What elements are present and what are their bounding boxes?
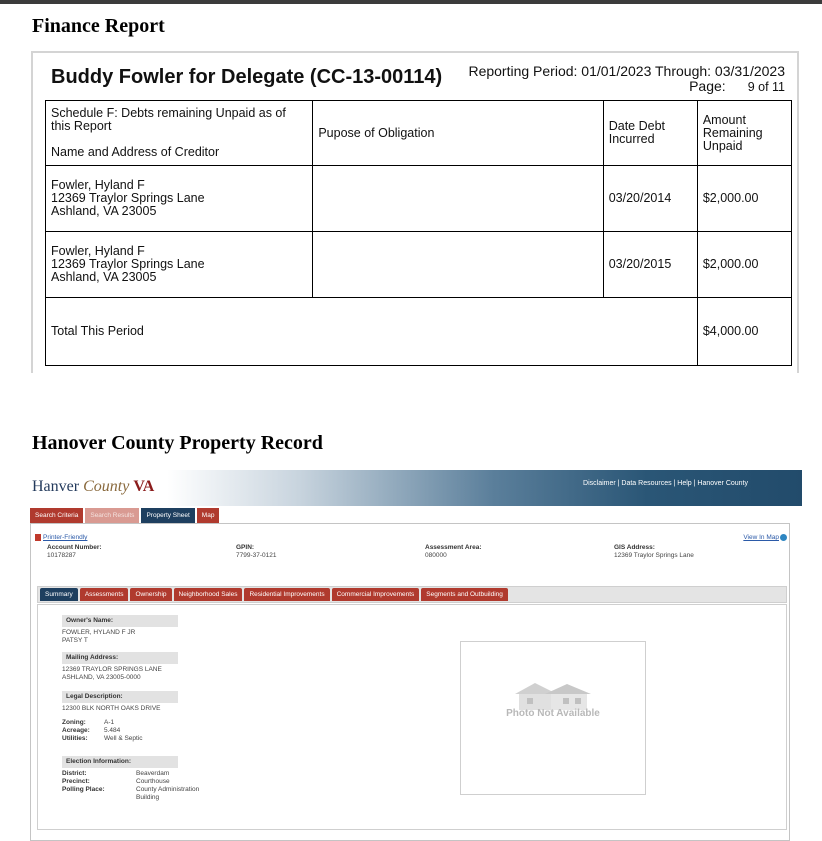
utilities-value: Well & Septic: [104, 735, 143, 742]
photo-not-available: Photo Not Available: [506, 708, 600, 719]
creditor-name: Fowler, Hyland F: [51, 244, 145, 258]
tab-search-criteria[interactable]: Search Criteria: [30, 508, 83, 523]
polling-label: Polling Place:: [62, 786, 105, 793]
tab-summary[interactable]: Summary: [40, 588, 78, 601]
finance-report-panel: [31, 51, 799, 373]
header-schedule: Schedule F: Debts remaining Unpaid as of this Report: [51, 106, 286, 133]
hanover-logo[interactable]: [32, 478, 154, 496]
logo-county: County: [83, 478, 134, 495]
mailing-line-1: 12369 TRAYLOR SPRINGS LANE: [62, 666, 162, 673]
account-label: Account Number:: [47, 544, 102, 551]
purpose-cell: [313, 232, 603, 298]
gpin-label: GPIN:: [236, 544, 255, 551]
creditor-street: 12369 Traylor Springs Lane: [51, 191, 205, 205]
mailing-block: [62, 652, 178, 682]
creditor-street: 12369 Traylor Springs Lane: [51, 257, 205, 271]
mailing-heading: Mailing Address:: [62, 652, 178, 664]
site-header: [28, 470, 802, 506]
header-purpose: Pupose of Obligation: [313, 101, 603, 166]
legal-block: [62, 691, 178, 713]
property-photo: [460, 641, 646, 795]
tab-segments-outbuilding[interactable]: Segments and Outbuilding: [421, 588, 508, 601]
tab-search-results[interactable]: Search Results: [85, 508, 139, 523]
logo-ver: ver: [58, 478, 84, 495]
header-links[interactable]: Disclaimer | Data Resources | Help | Hanover County: [583, 480, 748, 487]
reporting-period: [468, 64, 785, 95]
main-tabs: [30, 508, 219, 523]
gpin-value: 7799-37-0121: [236, 552, 277, 559]
property-content: [30, 523, 790, 841]
district-value: Beaverdam: [136, 770, 170, 777]
tab-residential-improvements[interactable]: Residential Improvements: [244, 588, 329, 601]
creditor-city: Ashland, VA 23005: [51, 204, 157, 218]
amount-cell: $2,000.00: [697, 232, 791, 298]
amount-cell: $2,000.00: [697, 166, 791, 232]
header-creditor: [46, 101, 313, 166]
date-cell: 03/20/2015: [603, 232, 697, 298]
page-label: Page:: [689, 78, 726, 94]
gis-address-value: 12369 Traylor Springs Lane: [614, 552, 694, 559]
owner-heading: Owner's Name:: [62, 615, 178, 627]
district-row: [62, 770, 199, 778]
total-row: [46, 298, 792, 366]
account-field: [47, 544, 102, 560]
total-amount: $4,000.00: [697, 298, 791, 366]
detail-tabs: [37, 586, 787, 603]
zoning-block: [62, 719, 143, 743]
acreage-row: [62, 727, 143, 735]
hanover-section-title: Hanover County Property Record: [32, 432, 323, 454]
precinct-label: Precinct:: [62, 778, 90, 785]
tab-property-sheet[interactable]: Property Sheet: [141, 508, 194, 523]
logo-han: Han: [32, 478, 59, 495]
pdf-icon: [35, 534, 41, 541]
polling-value-2: Building: [136, 794, 160, 801]
debts-table: [45, 100, 792, 366]
zoning-label: Zoning:: [62, 719, 86, 726]
utilities-label: Utilities:: [62, 735, 88, 742]
header-date: Date Debt Incurred: [603, 101, 697, 166]
total-label: Total This Period: [46, 298, 698, 366]
creditor-city: Ashland, VA 23005: [51, 270, 157, 284]
summary-panel: [37, 604, 787, 830]
printer-friendly-label: Printer-Friendly: [43, 534, 88, 542]
tab-assessments[interactable]: Assessments: [80, 588, 129, 601]
top-bar: [0, 0, 822, 4]
legal-value: 12300 BLK NORTH OAKS DRIVE: [62, 705, 161, 712]
polling-row: [62, 786, 199, 802]
zoning-value: A-1: [104, 719, 115, 726]
district-label: District:: [62, 770, 87, 777]
account-value: 10178287: [47, 552, 76, 559]
page-value: 9 of 11: [747, 80, 785, 94]
reporting-period-text: Reporting Period: 01/01/2023 Through: 03/31/2023: [468, 63, 785, 79]
legal-heading: Legal Description:: [62, 691, 178, 703]
view-in-map-label: View In Map: [743, 534, 779, 542]
acreage-value: 5.484: [104, 727, 121, 734]
election-block: [62, 756, 199, 802]
gis-address-label: GIS Address:: [614, 544, 655, 551]
header-creditor-label: Name and Address of Creditor: [51, 145, 220, 159]
assessment-area-field: [425, 544, 481, 560]
gpin-field: [236, 544, 276, 560]
view-in-map-link[interactable]: [743, 534, 787, 541]
creditor-name: Fowler, Hyland F: [51, 178, 145, 192]
gis-address-field: [614, 544, 694, 560]
owner-block: [62, 615, 178, 645]
purpose-cell: [313, 166, 603, 232]
assessment-area-value: 080000: [425, 552, 447, 559]
candidate-name: Buddy Fowler for Delegate (CC-13-00114): [51, 66, 443, 88]
polling-value-1: County Administration: [136, 786, 200, 793]
assessment-area-label: Assessment Area:: [425, 544, 482, 551]
logo-va: VA: [133, 478, 155, 495]
finance-section-title: Finance Report: [32, 15, 165, 37]
tab-neighborhood-sales[interactable]: Neighborhood Sales: [174, 588, 243, 601]
precinct-row: [62, 778, 199, 786]
creditor-cell: [46, 166, 313, 232]
creditor-cell: [46, 232, 313, 298]
table-header-row: [46, 101, 792, 166]
zoning-row: [62, 719, 143, 727]
owner-line-1: FOWLER, HYLAND F JR: [62, 629, 136, 636]
table-row: [46, 166, 792, 232]
hanover-screenshot: [28, 470, 802, 841]
mailing-line-2: ASHLAND, VA 23005-0000: [62, 674, 141, 681]
polling-value: [136, 786, 199, 802]
tab-commercial-improvements[interactable]: Commercial Improvements: [332, 588, 420, 601]
table-row: [46, 232, 792, 298]
printer-friendly-link[interactable]: [35, 534, 87, 541]
utilities-row: [62, 735, 143, 743]
header-amount: Amount Remaining Unpaid: [697, 101, 791, 166]
precinct-value: Courthouse: [136, 778, 170, 785]
election-heading: Election Information:: [62, 756, 178, 768]
tab-ownership[interactable]: Ownership: [130, 588, 171, 601]
date-cell: 03/20/2014: [603, 166, 697, 232]
tab-map[interactable]: Map: [197, 508, 220, 523]
globe-icon: [780, 534, 787, 541]
acreage-label: Acreage:: [62, 727, 90, 734]
page-indicator: [468, 79, 785, 95]
owner-line-2: PATSY T: [62, 637, 88, 644]
